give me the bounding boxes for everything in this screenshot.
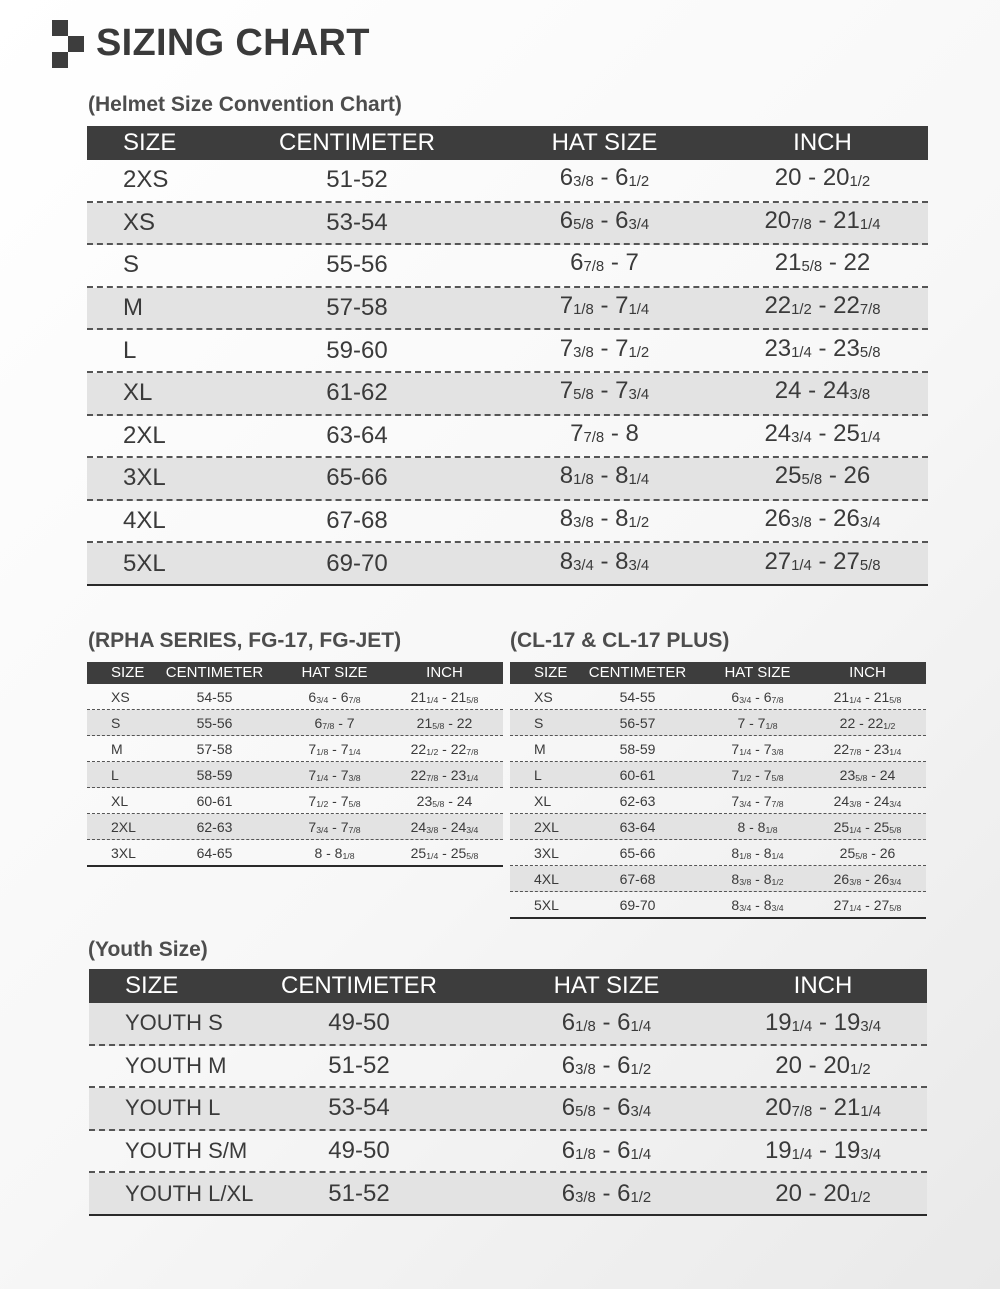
cell-centimeter: 60-61: [619, 766, 656, 783]
table-header: [87, 662, 503, 684]
cell-inch: $25_{5/8} - 26$: [839, 844, 896, 861]
cell-centimeter: 60-61: [196, 792, 233, 809]
table-row: [510, 892, 926, 917]
cell-inch: $23_{1/4} - 23_{5/8}$: [764, 334, 881, 362]
cell-hat-size: $7_{1/4} - 7_{3/8}$: [731, 740, 784, 757]
cell-centimeter: 69-70: [619, 896, 656, 913]
cell-inch: $21_{5/8} - 22$: [416, 714, 473, 731]
cell-centimeter: 57-58: [196, 740, 233, 757]
table-row: [87, 814, 503, 840]
cell-centimeter: 62-63: [196, 818, 233, 835]
cell-centimeter: 54-55: [196, 688, 233, 705]
cell-size: 3XL: [111, 844, 136, 861]
header-inch: INCH: [793, 972, 853, 999]
cell-hat-size: $7_{1/2} - 7_{5/8}$: [731, 766, 784, 783]
cell-hat-size: $8 - 8_{1/8}$: [314, 844, 355, 861]
table-row: [87, 203, 928, 246]
cell-size: 2XS: [123, 166, 169, 194]
cell-centimeter: 63-64: [326, 421, 388, 449]
table-row: [87, 736, 503, 762]
cell-size: 3XL: [123, 464, 166, 492]
table-row: [510, 814, 926, 840]
table-header: [510, 662, 926, 684]
cell-size: XS: [111, 688, 130, 705]
table-row: [87, 840, 503, 865]
cell-inch: $23_{5/8} - 24$: [416, 792, 473, 809]
cell-inch: $21_{5/8} - 22$: [774, 249, 871, 277]
cell-size: 5XL: [534, 896, 559, 913]
cell-size: L: [111, 766, 119, 783]
cell-size: 5XL: [123, 549, 166, 577]
rpha-table-caption: (RPHA SERIES, FG-17, FG-JET): [88, 629, 402, 652]
header-centimeter: CENTIMETER: [279, 129, 435, 156]
cell-hat-size: $7_{1/4} - 7_{3/8}$: [308, 766, 361, 783]
cell-centimeter: 49-50: [328, 1137, 390, 1165]
cell-hat-size: $6_{3/8} - 6_{1/2}$: [561, 1051, 652, 1079]
cell-hat-size: $6_{1/8} - 6_{1/4}$: [561, 1137, 652, 1165]
youth-table-caption: (Youth Size): [88, 938, 208, 961]
table-row: [89, 1088, 927, 1131]
header-hat-size: HAT SIZE: [551, 129, 658, 156]
cell-inch: $22_{1/2} - 22_{7/8}$: [764, 292, 881, 320]
table-header: [89, 969, 927, 1003]
cell-centimeter: 67-68: [326, 507, 388, 535]
table-header: [87, 126, 928, 160]
cell-hat-size: $8_{3/4} - 8_{3/4}$: [559, 547, 650, 575]
table-row: [87, 373, 928, 416]
cell-hat-size: $6_{5/8} - 6_{3/4}$: [559, 206, 650, 234]
table-row: [87, 788, 503, 814]
cell-centimeter: 58-59: [196, 766, 233, 783]
table-row: [510, 840, 926, 866]
header-centimeter: CENTIMETER: [588, 664, 687, 681]
header-size: SIZE: [534, 664, 568, 681]
cell-centimeter: 61-62: [326, 379, 388, 407]
cell-centimeter: 51-52: [328, 1179, 390, 1207]
cell-inch: $27_{1/4} - 27_{5/8}$: [833, 896, 902, 913]
cell-inch: $25_{1/4} - 25_{5/8}$: [833, 818, 902, 835]
table-row: [87, 710, 503, 736]
table-row: [510, 866, 926, 892]
cell-centimeter: 53-54: [326, 208, 388, 236]
table-row: [87, 684, 503, 710]
rpha-size-table: [87, 662, 503, 867]
cell-size: XS: [123, 208, 156, 236]
cell-centimeter: 54-55: [619, 688, 656, 705]
cell-inch: $20_{7/8} - 21_{1/4}$: [764, 206, 881, 234]
cell-size: S: [534, 714, 544, 731]
cell-centimeter: 63-64: [619, 818, 656, 835]
cell-size: 3XL: [534, 844, 559, 861]
cell-hat-size: $6_{5/8} - 6_{3/4}$: [561, 1094, 652, 1122]
table-row: [510, 762, 926, 788]
cell-inch: $24_{3/4} - 25_{1/4}$: [764, 419, 881, 447]
cell-centimeter: 57-58: [326, 294, 388, 322]
table-row: [87, 245, 928, 288]
table-row: [87, 762, 503, 788]
cell-hat-size: $6_{3/8} - 6_{1/2}$: [559, 164, 650, 192]
cell-size: M: [123, 294, 143, 322]
header-inch: INCH: [793, 129, 852, 156]
cell-hat-size: $6_{1/8} - 6_{1/4}$: [561, 1009, 652, 1037]
table-row: [510, 736, 926, 762]
table-row: [510, 710, 926, 736]
header-hat-size: HAT SIZE: [301, 664, 368, 681]
cell-inch: $23_{5/8} - 24$: [839, 766, 896, 783]
cell-centimeter: 55-56: [326, 251, 388, 279]
cell-hat-size: $8_{3/8} - 8_{1/2}$: [559, 505, 650, 533]
table-row: [87, 458, 928, 501]
cell-hat-size: $8_{3/4} - 8_{3/4}$: [731, 896, 784, 913]
cell-centimeter: 62-63: [619, 792, 656, 809]
cell-inch: $24 - 24_{3/8}$: [774, 377, 871, 405]
cell-hat-size: $7_{3/4} - 7_{7/8}$: [308, 818, 361, 835]
cell-centimeter: 59-60: [326, 336, 388, 364]
cell-inch: $22 - 22_{1/2}$: [839, 714, 896, 731]
brand-logo-icon: [52, 20, 86, 68]
header-size: SIZE: [111, 664, 145, 681]
table-row: [89, 1003, 927, 1046]
cell-size: 2XL: [123, 421, 166, 449]
cell-inch: $24_{3/8} - 24_{3/4}$: [410, 818, 479, 835]
cell-size: S: [123, 251, 140, 279]
cell-centimeter: 67-68: [619, 870, 656, 887]
header-inch: INCH: [426, 664, 463, 681]
cell-inch: $27_{1/4} - 27_{5/8}$: [764, 547, 881, 575]
header-hat-size: HAT SIZE: [553, 972, 660, 999]
cell-inch: $20 - 20_{1/2}$: [775, 1051, 871, 1079]
cell-inch: $22_{7/8} - 23_{1/4}$: [410, 766, 479, 783]
cell-centimeter: 65-66: [619, 844, 656, 861]
cell-hat-size: $8 - 8_{1/8}$: [737, 818, 778, 835]
cell-hat-size: $7_{1/2} - 7_{5/8}$: [308, 792, 361, 809]
header-inch: INCH: [849, 664, 886, 681]
cell-size: M: [534, 740, 546, 757]
cell-inch: $26_{3/8} - 26_{3/4}$: [833, 870, 902, 887]
cell-hat-size: $7_{3/8} - 7_{1/2}$: [559, 334, 650, 362]
table-row: [87, 543, 928, 584]
page-title: SIZING CHART: [96, 22, 370, 64]
cell-hat-size: $8_{1/8} - 8_{1/4}$: [559, 462, 650, 490]
main-table-caption: (Helmet Size Convention Chart): [88, 93, 402, 116]
cell-size: YOUTH L/XL: [125, 1180, 254, 1206]
cell-size: YOUTH S: [125, 1010, 223, 1036]
cell-inch: $21_{1/4} - 21_{5/8}$: [410, 688, 479, 705]
cell-centimeter: 55-56: [196, 714, 233, 731]
cell-size: S: [111, 714, 121, 731]
cell-size: L: [123, 336, 137, 364]
cell-size: 4XL: [123, 507, 166, 535]
cl-table-caption: (CL-17 & CL-17 PLUS): [510, 629, 730, 652]
table-row: [87, 501, 928, 544]
cell-inch: $26_{3/8} - 26_{3/4}$: [764, 505, 881, 533]
cell-centimeter: 58-59: [619, 740, 656, 757]
table-row: [87, 288, 928, 331]
cell-inch: $20 - 20_{1/2}$: [775, 1179, 871, 1207]
cell-inch: $22_{7/8} - 23_{1/4}$: [833, 740, 902, 757]
cell-inch: $25_{1/4} - 25_{5/8}$: [410, 844, 479, 861]
table-row: [89, 1131, 927, 1174]
cell-hat-size: $6_{3/4} - 6_{7/8}$: [731, 688, 784, 705]
table-row: [87, 330, 928, 373]
cell-centimeter: 64-65: [196, 844, 233, 861]
cell-centimeter: 49-50: [328, 1009, 390, 1037]
cell-hat-size: $6_{3/8} - 6_{1/2}$: [561, 1179, 652, 1207]
table-row: [89, 1173, 927, 1214]
cell-hat-size: $7_{1/8} - 7_{1/4}$: [559, 292, 650, 320]
cell-hat-size: $7 - 7_{1/8}$: [737, 714, 778, 731]
cell-hat-size: $7_{5/8} - 7_{3/4}$: [559, 377, 650, 405]
header-hat-size: HAT SIZE: [724, 664, 791, 681]
header-size: SIZE: [125, 972, 179, 999]
cell-size: YOUTH L: [125, 1095, 221, 1121]
cell-hat-size: $6_{7/8} - 7$: [570, 249, 639, 277]
cell-centimeter: 51-52: [328, 1051, 390, 1079]
cell-size: XL: [123, 379, 153, 407]
cell-size: XL: [534, 792, 552, 809]
cell-size: YOUTH S/M: [125, 1138, 248, 1164]
table-row: [510, 788, 926, 814]
cell-inch: $22_{1/2} - 22_{7/8}$: [410, 740, 479, 757]
cell-inch: $19_{1/4} - 19_{3/4}$: [764, 1137, 882, 1165]
cell-hat-size: $7_{1/8} - 7_{1/4}$: [308, 740, 361, 757]
cell-inch: $24_{3/8} - 24_{3/4}$: [833, 792, 902, 809]
cell-size: XS: [534, 688, 553, 705]
header-centimeter: CENTIMETER: [281, 972, 437, 999]
cell-centimeter: 69-70: [326, 549, 388, 577]
cell-size: M: [111, 740, 123, 757]
cell-inch: $21_{1/4} - 21_{5/8}$: [833, 688, 902, 705]
cell-inch: $25_{5/8} - 26$: [774, 462, 871, 490]
table-row: [87, 416, 928, 459]
cell-centimeter: 56-57: [619, 714, 656, 731]
cell-centimeter: 53-54: [328, 1094, 390, 1122]
cell-hat-size: $6_{7/8} - 7$: [314, 714, 355, 731]
cell-inch: $19_{1/4} - 19_{3/4}$: [764, 1009, 882, 1037]
cell-inch: $20_{7/8} - 21_{1/4}$: [764, 1094, 882, 1122]
cell-size: L: [534, 766, 542, 783]
cell-size: XL: [111, 792, 129, 809]
header-centimeter: CENTIMETER: [165, 664, 264, 681]
cell-size: 4XL: [534, 870, 559, 887]
cell-centimeter: 65-66: [326, 464, 388, 492]
table-row: [89, 1046, 927, 1089]
cell-size: 2XL: [111, 818, 136, 835]
cl-size-table: [510, 662, 926, 919]
table-row: [510, 684, 926, 710]
helmet-size-table: [87, 126, 928, 586]
youth-size-table: [89, 969, 927, 1216]
cell-centimeter: 51-52: [326, 166, 388, 194]
cell-inch: $20 - 20_{1/2}$: [774, 164, 871, 192]
cell-hat-size: $7_{3/4} - 7_{7/8}$: [731, 792, 784, 809]
cell-hat-size: $6_{3/4} - 6_{7/8}$: [308, 688, 361, 705]
cell-size: 2XL: [534, 818, 559, 835]
table-row: [87, 160, 928, 203]
header-size: SIZE: [123, 129, 177, 156]
cell-hat-size: $8_{3/8} - 8_{1/2}$: [731, 870, 784, 887]
cell-hat-size: $8_{1/8} - 8_{1/4}$: [731, 844, 784, 861]
cell-size: YOUTH M: [125, 1052, 227, 1078]
cell-hat-size: $7_{7/8} - 8$: [570, 419, 639, 447]
